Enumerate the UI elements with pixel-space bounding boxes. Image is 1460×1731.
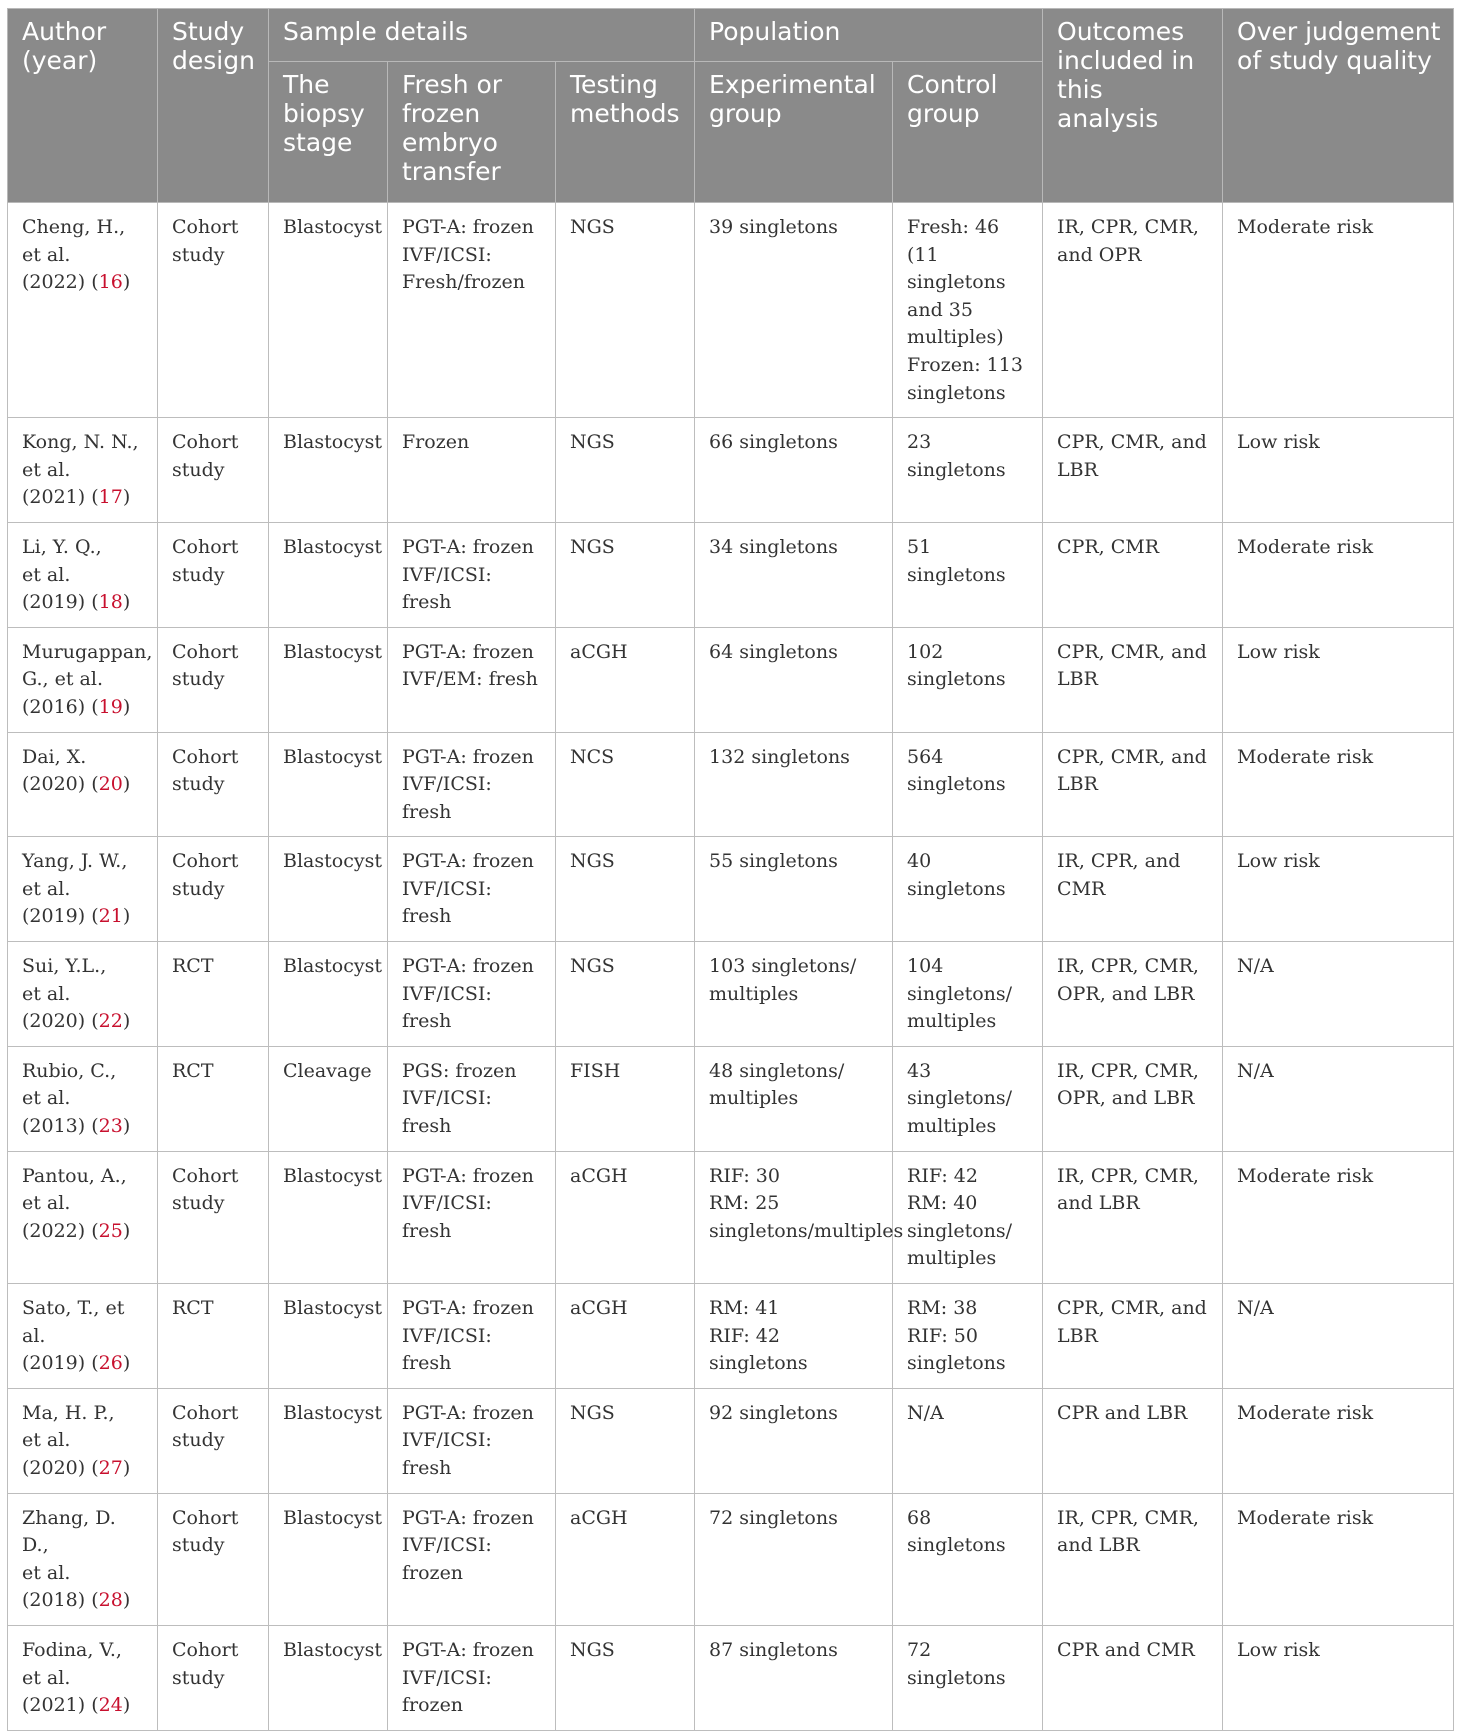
- table-row: [8, 1493, 1454, 1625]
- cell-author: [8, 1284, 158, 1389]
- header-author: Author (year): [8, 9, 158, 203]
- cell-outcomes: CPR and LBR: [1043, 1388, 1223, 1493]
- cell-biopsy-stage: Blastocyst: [269, 1388, 388, 1493]
- cell-author: [8, 627, 158, 732]
- cell-control-group: N/A: [893, 1388, 1043, 1493]
- author-text-close: ): [122, 905, 131, 928]
- cell-biopsy-stage: Cleavage: [269, 1046, 388, 1151]
- cell-study-design: Cohort study: [158, 837, 269, 942]
- table-row: [8, 1625, 1454, 1730]
- cell-biopsy-stage: Blastocyst: [269, 1493, 388, 1625]
- table-row: [8, 418, 1454, 523]
- author-text: Dai, X. (2020) (: [22, 745, 99, 796]
- table-row: [8, 1284, 1454, 1389]
- reference-link[interactable]: 27: [98, 1456, 123, 1479]
- cell-testing-method: NGS: [556, 837, 695, 942]
- cell-control-group: 104 singletons/ multiples: [893, 942, 1043, 1047]
- table-row: [8, 1046, 1454, 1151]
- reference-link[interactable]: 26: [98, 1352, 123, 1375]
- author-text: Yang, J. W., et al. (2019) (: [22, 850, 128, 928]
- header-biopsy-stage: The biopsy stage: [269, 62, 388, 203]
- cell-outcomes: CPR, CMR, and LBR: [1043, 627, 1223, 732]
- cell-study-quality: Low risk: [1223, 418, 1454, 523]
- cell-embryo-transfer: PGT-A: frozen IVF/ICSI: frozen: [388, 1493, 556, 1625]
- cell-embryo-transfer: Frozen: [388, 418, 556, 523]
- table-row: [8, 1388, 1454, 1493]
- author-text-close: ): [122, 1589, 131, 1612]
- cell-experimental-group: 34 singletons: [695, 522, 893, 627]
- cell-author: [8, 942, 158, 1047]
- author-text-close: ): [122, 486, 131, 509]
- cell-biopsy-stage: Blastocyst: [269, 203, 388, 418]
- author-text-close: ): [122, 1219, 131, 1242]
- header-sample-details: Sample details: [269, 9, 695, 62]
- cell-study-quality: Moderate risk: [1223, 203, 1454, 418]
- author-text: Ma, H. P., et al. (2020) (: [22, 1401, 115, 1479]
- cell-control-group: 564 singletons: [893, 732, 1043, 837]
- cell-biopsy-stage: Blastocyst: [269, 1284, 388, 1389]
- cell-study-quality: Low risk: [1223, 1625, 1454, 1730]
- table-header: [8, 9, 1454, 203]
- cell-experimental-group: 103 singletons/ multiples: [695, 942, 893, 1047]
- reference-link[interactable]: 19: [98, 695, 123, 718]
- cell-study-design: Cohort study: [158, 627, 269, 732]
- reference-link[interactable]: 21: [98, 905, 123, 928]
- cell-study-quality: N/A: [1223, 1046, 1454, 1151]
- study-characteristics-table: [7, 8, 1454, 1731]
- header-study-design: Study design: [158, 9, 269, 203]
- cell-study-quality: Low risk: [1223, 627, 1454, 732]
- cell-biopsy-stage: Blastocyst: [269, 732, 388, 837]
- header-control-group: Control group: [893, 62, 1043, 203]
- cell-study-design: Cohort study: [158, 732, 269, 837]
- reference-link[interactable]: 25: [98, 1219, 123, 1242]
- cell-study-design: Cohort study: [158, 203, 269, 418]
- author-text-close: ): [122, 271, 131, 294]
- cell-outcomes: IR, CPR, CMR, and LBR: [1043, 1493, 1223, 1625]
- reference-link[interactable]: 24: [98, 1694, 123, 1717]
- author-text: Cheng, H., et al. (2022) (: [22, 216, 126, 294]
- cell-study-design: RCT: [158, 942, 269, 1047]
- table-row: [8, 522, 1454, 627]
- cell-author: [8, 1625, 158, 1730]
- reference-link[interactable]: 17: [98, 486, 123, 509]
- cell-testing-method: NGS: [556, 942, 695, 1047]
- cell-biopsy-stage: Blastocyst: [269, 627, 388, 732]
- cell-study-quality: N/A: [1223, 1284, 1454, 1389]
- cell-control-group: 68 singletons: [893, 1493, 1043, 1625]
- cell-control-group: RM: 38 RIF: 50 singletons: [893, 1284, 1043, 1389]
- table-row: [8, 627, 1454, 732]
- cell-biopsy-stage: Blastocyst: [269, 1625, 388, 1730]
- author-text: Sato, T., et al. (2019) (: [22, 1297, 125, 1375]
- cell-author: [8, 522, 158, 627]
- cell-study-design: Cohort study: [158, 1388, 269, 1493]
- cell-embryo-transfer: PGT-A: frozen IVF/ICSI: frozen: [388, 1625, 556, 1730]
- header-experimental-group: Experimental group: [695, 62, 893, 203]
- cell-author: [8, 732, 158, 837]
- cell-study-quality: Moderate risk: [1223, 1493, 1454, 1625]
- cell-experimental-group: 55 singletons: [695, 837, 893, 942]
- cell-embryo-transfer: PGT-A: frozen IVF/ICSI: fresh: [388, 1284, 556, 1389]
- cell-study-design: Cohort study: [158, 1625, 269, 1730]
- author-text: Sui, Y.L., et al. (2020) (: [22, 955, 107, 1033]
- cell-outcomes: CPR, CMR, and LBR: [1043, 732, 1223, 837]
- cell-outcomes: CPR and CMR: [1043, 1625, 1223, 1730]
- cell-biopsy-stage: Blastocyst: [269, 418, 388, 523]
- cell-control-group: 51 singletons: [893, 522, 1043, 627]
- cell-outcomes: CPR, CMR, and LBR: [1043, 418, 1223, 523]
- study-characteristics-table-container: [7, 8, 1453, 1731]
- table-row: [8, 203, 1454, 418]
- cell-testing-method: aCGH: [556, 627, 695, 732]
- cell-control-group: 23 singletons: [893, 418, 1043, 523]
- cell-control-group: 72 singletons: [893, 1625, 1043, 1730]
- cell-embryo-transfer: PGS: frozen IVF/ICSI: fresh: [388, 1046, 556, 1151]
- header-outcomes: Outcomes included in this analysis: [1043, 9, 1223, 203]
- author-text: Pantou, A., et al. (2022) (: [22, 1164, 127, 1242]
- reference-link[interactable]: 23: [98, 1115, 123, 1138]
- reference-link[interactable]: 28: [98, 1589, 123, 1612]
- cell-author: [8, 418, 158, 523]
- cell-biopsy-stage: Blastocyst: [269, 522, 388, 627]
- cell-biopsy-stage: Blastocyst: [269, 837, 388, 942]
- author-text: Rubio, C., et al. (2013) (: [22, 1059, 117, 1138]
- cell-author: [8, 1388, 158, 1493]
- cell-author: [8, 203, 158, 418]
- cell-testing-method: NGS: [556, 203, 695, 418]
- cell-embryo-transfer: PGT-A: frozen IVF/EM: fresh: [388, 627, 556, 732]
- cell-author: [8, 837, 158, 942]
- cell-outcomes: IR, CPR, CMR, and OPR: [1043, 203, 1223, 418]
- table-row: [8, 1151, 1454, 1283]
- cell-testing-method: NGS: [556, 1625, 695, 1730]
- header-testing-methods: Testing methods: [556, 62, 695, 203]
- cell-biopsy-stage: Blastocyst: [269, 942, 388, 1047]
- cell-experimental-group: 66 singletons: [695, 418, 893, 523]
- cell-study-quality: Moderate risk: [1223, 1151, 1454, 1283]
- cell-embryo-transfer: PGT-A: frozen IVF/ICSI: fresh: [388, 1388, 556, 1493]
- cell-outcomes: IR, CPR, CMR, OPR, and LBR: [1043, 942, 1223, 1047]
- cell-embryo-transfer: PGT-A: frozen IVF/ICSI: fresh: [388, 732, 556, 837]
- cell-experimental-group: 48 singletons/ multiples: [695, 1046, 893, 1151]
- author-text: Li, Y. Q., et al. (2019) (: [22, 535, 102, 614]
- cell-experimental-group: RM: 41 RIF: 42 singletons: [695, 1284, 893, 1389]
- cell-embryo-transfer: PGT-A: frozen IVF/ICSI: fresh: [388, 837, 556, 942]
- cell-study-quality: Moderate risk: [1223, 1388, 1454, 1493]
- cell-study-design: RCT: [158, 1046, 269, 1151]
- author-text-close: ): [122, 1694, 131, 1717]
- author-text-close: ): [122, 773, 131, 796]
- table-row: [8, 942, 1454, 1047]
- cell-experimental-group: RIF: 30 RM: 25 singletons/multiples: [695, 1151, 893, 1283]
- author-text-close: ): [122, 1010, 131, 1033]
- cell-control-group: 43 singletons/ multiples: [893, 1046, 1043, 1151]
- cell-embryo-transfer: PGT-A: frozen IVF/ICSI: Fresh/frozen: [388, 203, 556, 418]
- reference-link[interactable]: 22: [98, 1010, 123, 1033]
- table-row: [8, 837, 1454, 942]
- cell-author: [8, 1493, 158, 1625]
- cell-outcomes: IR, CPR, CMR, OPR, and LBR: [1043, 1046, 1223, 1151]
- cell-testing-method: FISH: [556, 1046, 695, 1151]
- cell-study-design: Cohort study: [158, 522, 269, 627]
- cell-study-design: RCT: [158, 1284, 269, 1389]
- cell-outcomes: IR, CPR, CMR, and LBR: [1043, 1151, 1223, 1283]
- author-text-close: ): [122, 695, 131, 718]
- cell-experimental-group: 87 singletons: [695, 1625, 893, 1730]
- cell-author: [8, 1151, 158, 1283]
- cell-outcomes: CPR, CMR: [1043, 522, 1223, 627]
- cell-study-design: Cohort study: [158, 1493, 269, 1625]
- cell-biopsy-stage: Blastocyst: [269, 1151, 388, 1283]
- cell-control-group: RIF: 42 RM: 40 singletons/ multiples: [893, 1151, 1043, 1283]
- author-text: Zhang, D. D., et al. (2018) (: [22, 1506, 116, 1612]
- table-row: [8, 732, 1454, 837]
- cell-testing-method: NGS: [556, 522, 695, 627]
- cell-experimental-group: 92 singletons: [695, 1388, 893, 1493]
- reference-link[interactable]: 18: [98, 591, 123, 614]
- reference-link[interactable]: 20: [98, 773, 123, 796]
- cell-embryo-transfer: PGT-A: frozen IVF/ICSI: fresh: [388, 942, 556, 1047]
- cell-control-group: 40 singletons: [893, 837, 1043, 942]
- table-body: [8, 203, 1454, 1731]
- author-text: Murugappan, G., et al. (2016) (: [22, 640, 153, 718]
- reference-link[interactable]: 16: [98, 271, 123, 294]
- header-population: Population: [695, 9, 1043, 62]
- cell-embryo-transfer: PGT-A: frozen IVF/ICSI: fresh: [388, 1151, 556, 1283]
- author-text-close: ): [122, 1456, 131, 1479]
- author-text-close: ): [122, 1115, 131, 1138]
- cell-outcomes: IR, CPR, and CMR: [1043, 837, 1223, 942]
- cell-experimental-group: 132 singletons: [695, 732, 893, 837]
- cell-embryo-transfer: PGT-A: frozen IVF/ICSI: fresh: [388, 522, 556, 627]
- cell-study-design: Cohort study: [158, 418, 269, 523]
- header-study-quality: Over judgement of study quality: [1223, 9, 1454, 203]
- cell-study-design: Cohort study: [158, 1151, 269, 1283]
- cell-testing-method: aCGH: [556, 1284, 695, 1389]
- cell-control-group: 102 singletons: [893, 627, 1043, 732]
- cell-study-quality: Moderate risk: [1223, 522, 1454, 627]
- header-embryo-transfer: Fresh or frozen embryo transfer: [388, 62, 556, 203]
- cell-study-quality: Moderate risk: [1223, 732, 1454, 837]
- cell-control-group: Fresh: 46 (11 singletons and 35 multiples) Frozen: 113 singletons: [893, 203, 1043, 418]
- cell-experimental-group: 72 singletons: [695, 1493, 893, 1625]
- cell-outcomes: CPR, CMR, and LBR: [1043, 1284, 1223, 1389]
- cell-testing-method: NGS: [556, 1388, 695, 1493]
- cell-study-quality: Low risk: [1223, 837, 1454, 942]
- cell-experimental-group: 39 singletons: [695, 203, 893, 418]
- cell-testing-method: NCS: [556, 732, 695, 837]
- cell-author: [8, 1046, 158, 1151]
- author-text: Kong, N. N., et al. (2021) (: [22, 431, 139, 509]
- cell-study-quality: N/A: [1223, 942, 1454, 1047]
- cell-experimental-group: 64 singletons: [695, 627, 893, 732]
- header-row-1: [8, 9, 1454, 62]
- author-text-close: ): [122, 1352, 131, 1375]
- cell-testing-method: aCGH: [556, 1493, 695, 1625]
- author-text-close: ): [122, 591, 131, 614]
- cell-testing-method: NGS: [556, 418, 695, 523]
- cell-testing-method: aCGH: [556, 1151, 695, 1283]
- author-text: Fodina, V., et al. (2021) (: [22, 1638, 122, 1717]
